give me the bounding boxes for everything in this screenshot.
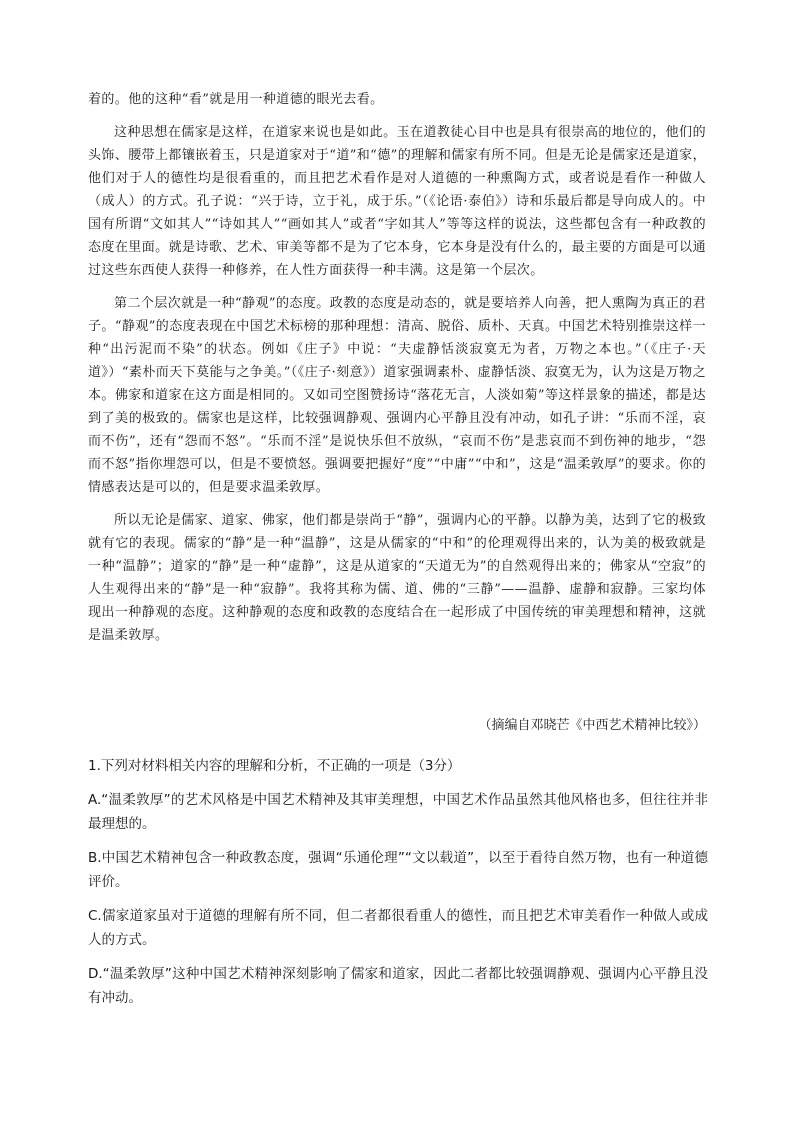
passage-paragraph: 着的。他的这种“看”就是用一种道德的眼光去看。 [88,92,384,107]
passage-paragraph: 所以无论是儒家、道家、佛家，他们都是崇尚于“静”，强调内心的平静。以静为美，达到了它的极致就有它的表现。儒家的“静”是一种“温静”，这是从儒家的“中和”的伦理观得出来的，认为美的极致就是一种“温静”；道家的“静”是一种“虚静”，这是从道家的“天道无为”的自然观得出来的；佛家从“空寂”的人生观得出来的“静”是一种“寂静”。我将其称为儒、道、佛的“三静”——温静、虚静和寂静。三家均体现出一种静观的态度。这种静观的态度和政教的态度结合在一起形成了中国传统的审美理想和精神，这就是温柔敦厚。 [88,513,706,643]
question-stem: 1.下列对材料相关内容的理解和分析，不正确的一项是（3分） [88,758,461,774]
passage-source: （摘编自邓晓芒《中西艺术精神比较》） [478,718,706,733]
answer-option-a: A.“温柔敦厚”的艺术风格是中国艺术精神及其审美理想，中国艺术作品虽然其他风格也多，但往往并非最理想的。 [88,792,708,832]
reading-passage [88,88,706,647]
answer-option-c: C.儒家道家虽对于道德的理解有所不同，但二者都很看重人的德性，而且把艺术审美看作一种做人或成人的方式。 [88,908,708,948]
passage-paragraph: 这种思想在儒家是这样，在道家来说也是如此。玉在道教徒心目中也是具有很崇高的地位的，他们的头饰、腰带上都镶嵌着玉，只是道家对于“道”和“德”的理解和儒家有所不同。但是无论是儒家还是道家，他们对于人的德性均是很看重的，而且把艺术看作是对人道德的一种熏陶方式，或者说是看作一种做人（成人）的方式。孔子说：“兴于诗，立于礼，成于乐。”（《论语·泰伯》）诗和乐最后都是导向成人的。中国有所谓“文如其人”“诗如其人”“画如其人”或者“字如其人”等等这样的说法，这些都包含有一种政教的态度在里面。就是诗歌、艺术、审美等都不是为了它本身，它本身是没有什么的，最主要的方面是可以通过这些东西使人获得一种修养，在人性方面获得一种丰满。这是第一个层次。 [88,125,706,278]
answer-option-b: B.中国艺术精神包含一种政教态度，强调“乐通伦理”“文以载道”，以至于看待自然万物，也有一种道德评价。 [88,850,708,890]
question-block [88,754,708,1020]
passage-paragraph: 第二个层次就是一种“静观”的态度。政教的态度是动态的，就是要培养人向善，把人熏陶为真正的君子。“静观”的态度表现在中国艺术标榜的那种理想：清高、脱俗、质朴、天真。中国艺术特别推崇这样一种“出污泥而不染”的状态。例如《庄子》中说：“夫虚静恬淡寂寞无为者，万物之本也。”（《庄子·天道》）“素朴而天下莫能与之争美。”（《庄子·刻意》）道家强调素朴、虚静恬淡、寂寞无为，认为这是万物之本。佛家和道家在这方面是相同的。又如司空图赞扬诗“落花无言，人淡如菊”等这样景象的描述，都是达到了美的极致的。儒家也是这样，比较强调静观、强调内心平静且没有冲动，如孔子讲：“乐而不淫，哀而不伤”，还有“怨而不怒”。“乐而不淫”是说快乐但不放纵，“哀而不伤”是悲哀而不到伤神的地步，“怨而不怒”指你埋怨可以，但是不要愤怒。强调要把握好“度”“中庸”“中和”，这是“温柔敦厚”的要求。你的情感表达是可以的，但是要求温柔敦厚。 [88,296,706,495]
answer-option-d: D.“温柔敦厚”这种中国艺术精神深刻影响了儒家和道家，因此二者都比较强调静观、强调内心平静且没有冲动。 [88,966,708,1006]
